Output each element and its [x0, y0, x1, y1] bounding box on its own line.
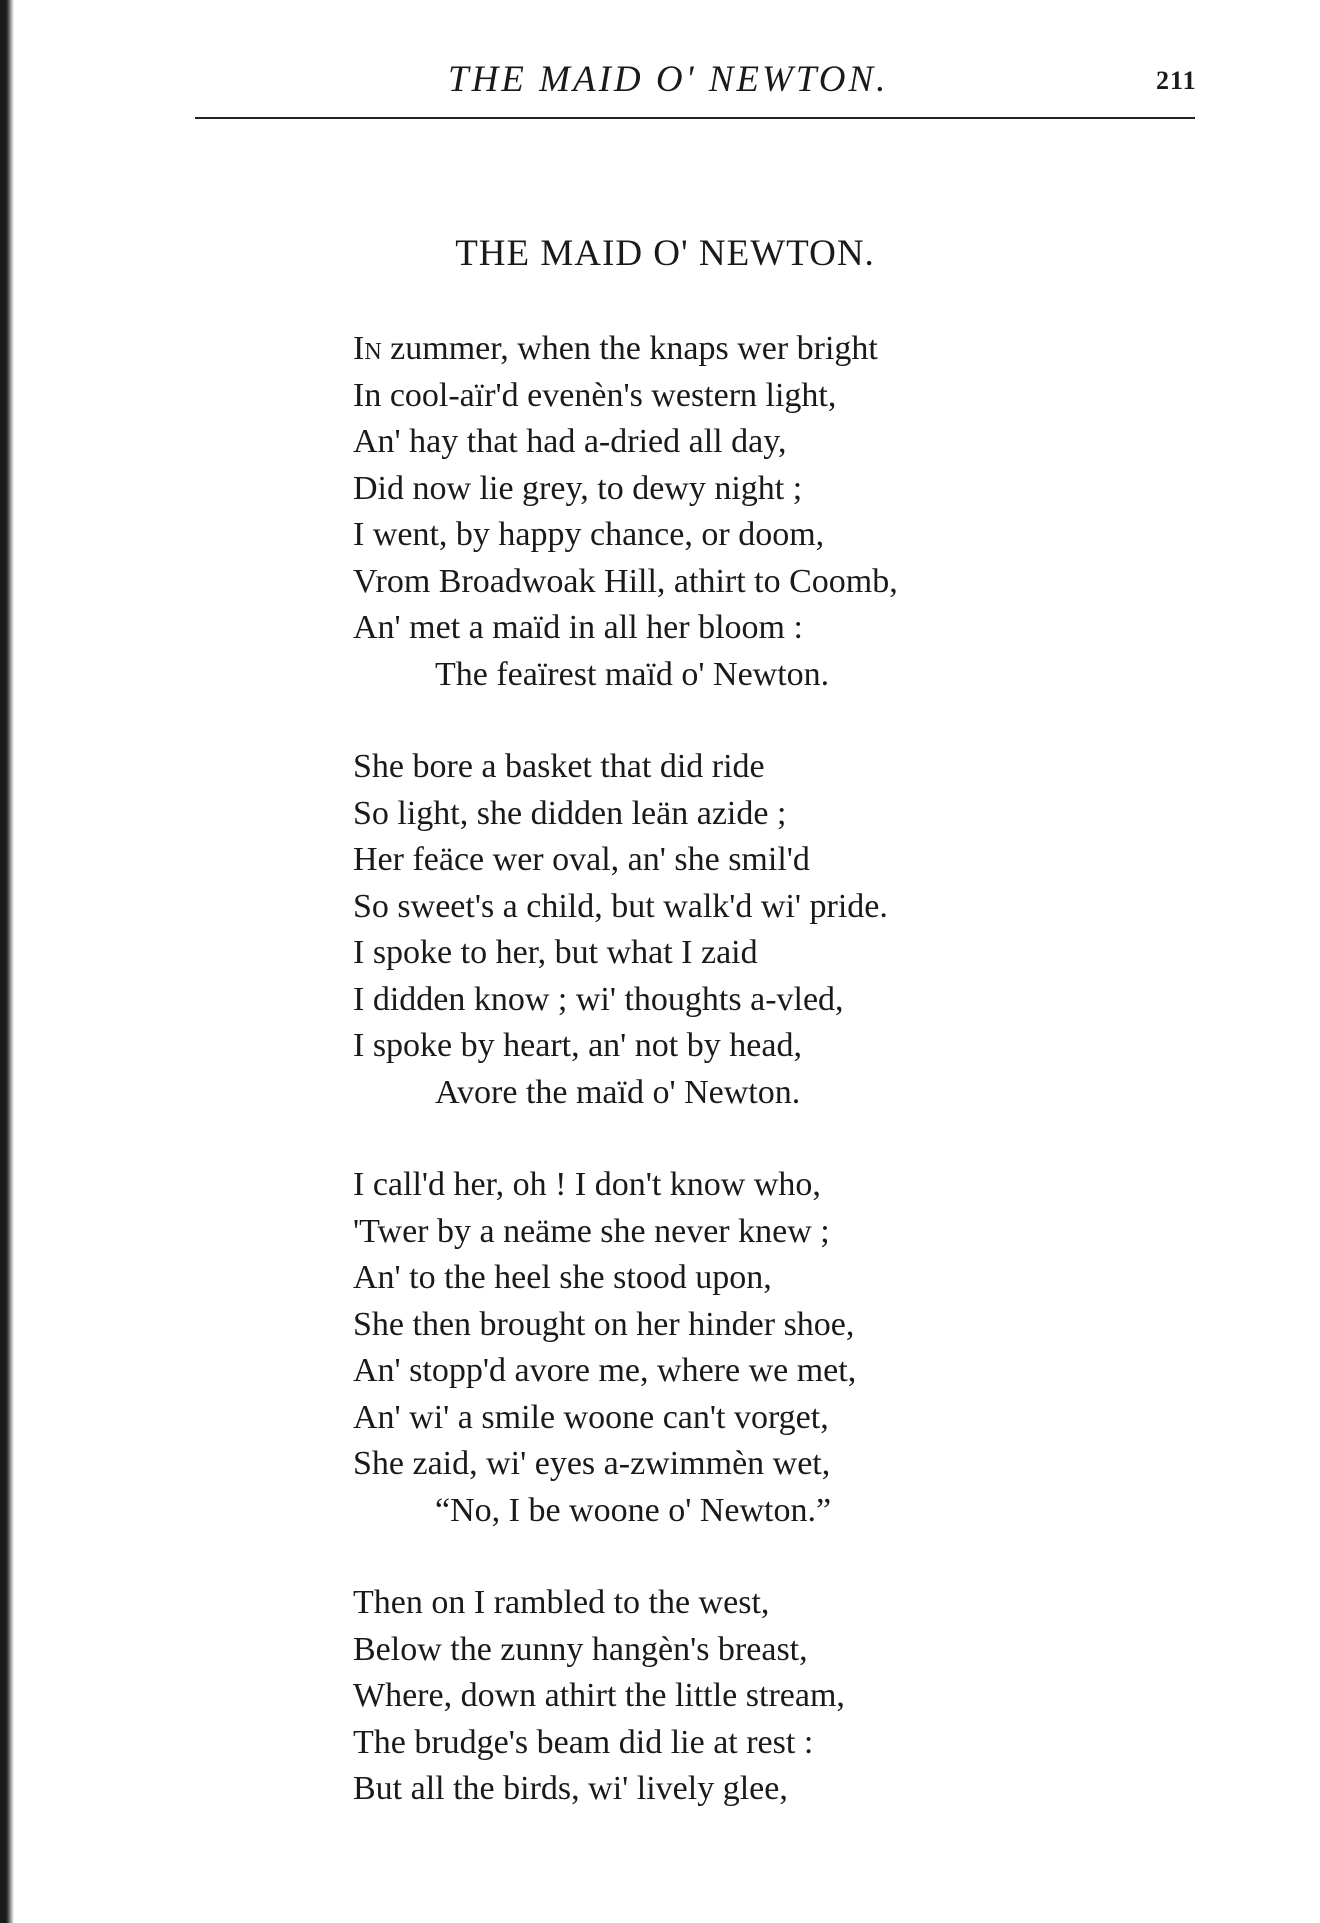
- poem-line: I went, by happy chance, or doom,: [353, 516, 825, 553]
- poem-line: In cool-aïr'd evenèn's western light,: [353, 376, 837, 414]
- poem-line: An' stopp'd avore me, where we met,: [353, 1352, 857, 1389]
- poem-line: I call'd her, oh ! I don't know who,: [353, 1166, 821, 1203]
- poem-line: 'Twer by a neäme she never knew ;: [353, 1212, 830, 1250]
- poem-title: THE MAID O' NEWTON.: [455, 233, 875, 274]
- poem-line: Her feäce wer oval, an' she smil'd: [353, 841, 810, 878]
- poem-line: Below the zunny hangèn's breast,: [353, 1630, 808, 1668]
- poem-line: She zaid, wi' eyes a-zwimmèn wet,: [353, 1445, 831, 1482]
- poem-line: She bore a basket that did ride: [353, 748, 765, 785]
- poem-line: I didden know ; wi' thoughts a-vled,: [353, 980, 844, 1018]
- stanza-4: [353, 1580, 1253, 1813]
- poem-line: But all the birds, wi' lively glee,: [353, 1770, 788, 1807]
- poem-line: Where, down athirt the little stream,: [353, 1677, 845, 1714]
- stanza-3: [353, 1162, 1253, 1534]
- poem-refrain-line: The feaïrest maïd o' Newton.: [435, 655, 830, 693]
- running-header: [0, 58, 1320, 108]
- poem-line: I spoke to her, but what I zaid: [353, 934, 758, 971]
- header-rule: [195, 117, 1195, 119]
- book-binding-edge: [0, 0, 14, 1923]
- poem-refrain-line: “No, I be woone o' Newton.”: [435, 1491, 832, 1529]
- poem-line: An' hay that had a-dried all day,: [353, 423, 787, 460]
- poem-line: An' met a maïd in all her bloom :: [353, 609, 803, 646]
- poem-line: The brudge's beam did lie at rest :: [353, 1723, 814, 1761]
- poem-line: She then brought on her hinder shoe,: [353, 1305, 855, 1343]
- stanza-2: [353, 744, 1253, 1116]
- poem-line: Vrom Broadwoak Hill, athirt to Coomb,: [353, 562, 898, 600]
- running-title: THE MAID O' NEWTON.: [448, 59, 889, 100]
- drop-word: In: [353, 330, 382, 367]
- poem-line: Did now lie grey, to dewy night ;: [353, 469, 803, 507]
- poem-line: [353, 326, 1253, 373]
- poem-line: I spoke by heart, an' not by head,: [353, 1027, 802, 1064]
- poem-line: An' wi' a smile woone can't vorget,: [353, 1398, 829, 1436]
- poem-line: So light, she didden leän azide ;: [353, 794, 787, 832]
- poem-line: An' to the heel she stood upon,: [353, 1259, 772, 1296]
- page-number: 211: [1156, 66, 1197, 95]
- poem-line-text: zummer, when the knaps wer bright: [390, 330, 878, 367]
- stanza-1: [353, 326, 1253, 698]
- poem-body: [353, 326, 1253, 1859]
- poem-line: So sweet's a child, but walk'd wi' pride.: [353, 887, 888, 925]
- poem-line: Then on I rambled to the west,: [353, 1584, 770, 1621]
- poem-refrain-line: Avore the maïd o' Newton.: [435, 1073, 801, 1111]
